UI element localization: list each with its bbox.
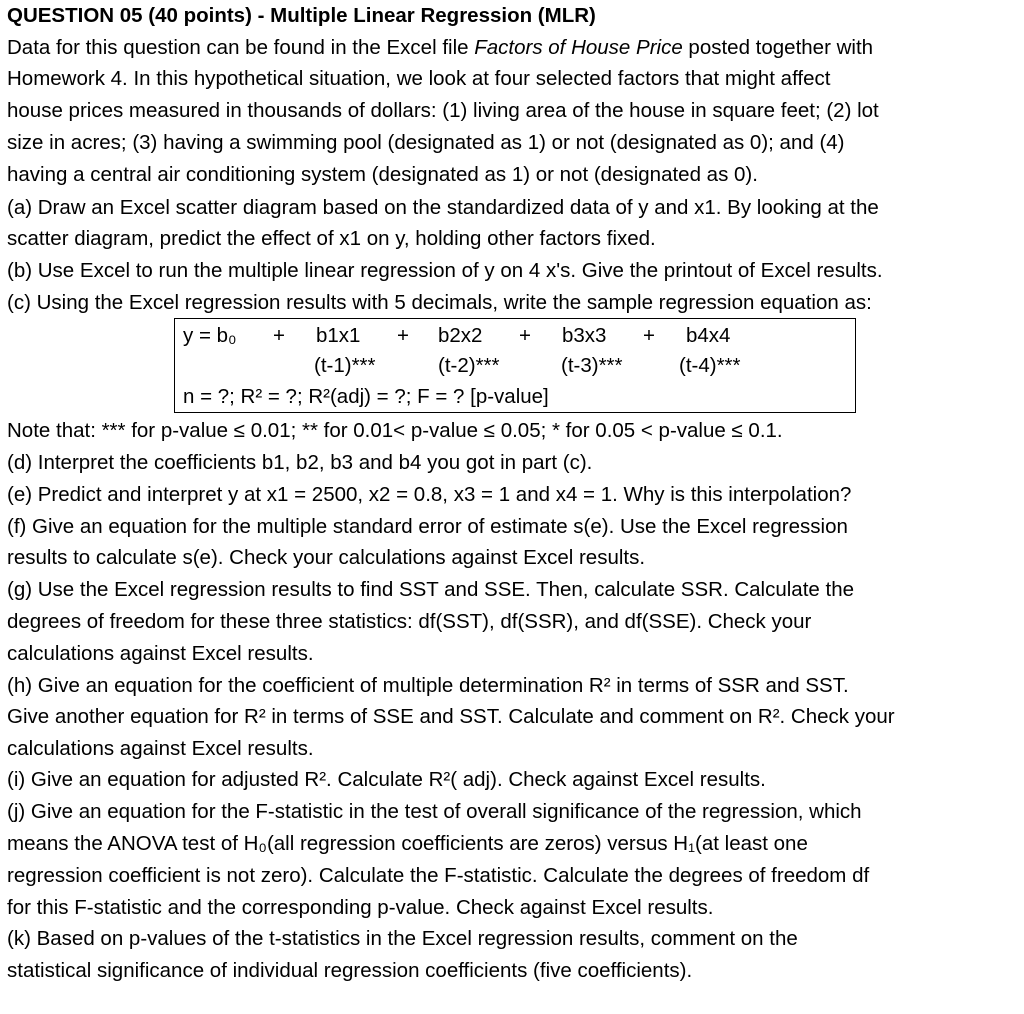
eq-b4x4: b4x4 xyxy=(686,324,731,347)
part-f-line-1: (f) Give an equation for the multiple standard error of estimate s(e). Use the Excel regression xyxy=(7,515,848,538)
part-h-line-3: calculations against Excel results. xyxy=(7,737,314,760)
regression-equation-box xyxy=(174,318,856,413)
intro-line-4: size in acres; (3) having a swimming pool (designated as 1) or not (designated as 0); and (4) xyxy=(7,131,845,154)
eq-t2: (t-2)*** xyxy=(438,354,500,377)
eq-b1x1: b1x1 xyxy=(316,324,361,347)
part-e: (e) Predict and interpret y at x1 = 2500, x2 = 0.8, x3 = 1 and x4 = 1. Why is this interpolation? xyxy=(7,483,852,506)
part-b: (b) Use Excel to run the multiple linear regression of y on 4 x's. Give the printout of Excel results. xyxy=(7,259,883,282)
part-k-line-2: statistical significance of individual regression coefficients (five coefficients). xyxy=(7,959,693,982)
eq-b2x2: b2x2 xyxy=(438,324,483,347)
significance-note: Note that: *** for p-value ≤ 0.01; ** for 0.01< p-value ≤ 0.05; * for 0.05 < p-value ≤ 0.1. xyxy=(7,419,783,442)
part-g-line-2: degrees of freedom for these three statistics: df(SST), df(SSR), and df(SSE). Check your xyxy=(7,610,812,633)
eq-plus-3: + xyxy=(519,324,531,347)
part-a-line-1: (a) Draw an Excel scatter diagram based on the standardized data of y and x1. By looking at the xyxy=(7,196,879,219)
intro-line-3: house prices measured in thousands of dollars: (1) living area of the house in square feet; (2) lot xyxy=(7,99,879,122)
part-h-line-1: (h) Give an equation for the coefficient of multiple determination R² in terms of SSR and SST. xyxy=(7,674,849,697)
eq-plus-2: + xyxy=(397,324,409,347)
eq-stats: n = ?; R² = ?; R²(adj) = ?; F = ? [p-value] xyxy=(183,385,549,408)
part-j-line-2: means the ANOVA test of H₀(all regression coefficients are zeros) versus H₁(at least one xyxy=(7,832,808,855)
eq-t1: (t-1)*** xyxy=(314,354,376,377)
excel-file-name: Factors of House Price xyxy=(474,36,683,59)
part-c: (c) Using the Excel regression results with 5 decimals, write the sample regression equation as: xyxy=(7,291,872,314)
intro-line-2: Homework 4. In this hypothetical situation, we look at four selected factors that might affect xyxy=(7,67,831,90)
part-f-line-2: results to calculate s(e). Check your calculations against Excel results. xyxy=(7,546,646,569)
part-d: (d) Interpret the coefficients b1, b2, b3 and b4 you got in part (c). xyxy=(7,451,593,474)
intro-line-5: having a central air conditioning system (designated as 1) or not (designated as 0). xyxy=(7,163,758,186)
eq-b3x3: b3x3 xyxy=(562,324,607,347)
intro-line-1: Data for this question can be found in the Excel file Factors of House Price posted together with xyxy=(7,36,874,59)
part-i: (i) Give an equation for adjusted R². Calculate R²( adj). Check against Excel results. xyxy=(7,768,766,791)
part-g-line-1: (g) Use the Excel regression results to find SST and SSE. Then, calculate SSR. Calculate the xyxy=(7,578,854,601)
eq-plus-4: + xyxy=(643,324,655,347)
part-h-line-2: Give another equation for R² in terms of SSE and SST. Calculate and comment on R². Check your xyxy=(7,705,895,728)
eq-y-b0: y = b₀ xyxy=(183,324,237,347)
part-g-line-3: calculations against Excel results. xyxy=(7,642,314,665)
eq-t3: (t-3)*** xyxy=(561,354,623,377)
question-title: QUESTION 05 (40 points) - Multiple Linear Regression (MLR) xyxy=(7,4,596,27)
eq-plus-1: + xyxy=(273,324,285,347)
part-j-line-1: (j) Give an equation for the F-statistic in the test of overall significance of the regression, which xyxy=(7,800,862,823)
part-j-line-4: for this F-statistic and the corresponding p-value. Check against Excel results. xyxy=(7,896,714,919)
part-k-line-1: (k) Based on p-values of the t-statistics in the Excel regression results, comment on the xyxy=(7,927,798,950)
part-j-line-3: regression coefficient is not zero). Calculate the F-statistic. Calculate the degrees of freedom df xyxy=(7,864,870,887)
eq-t4: (t-4)*** xyxy=(679,354,741,377)
part-a-line-2: scatter diagram, predict the effect of x1 on y, holding other factors fixed. xyxy=(7,227,656,250)
